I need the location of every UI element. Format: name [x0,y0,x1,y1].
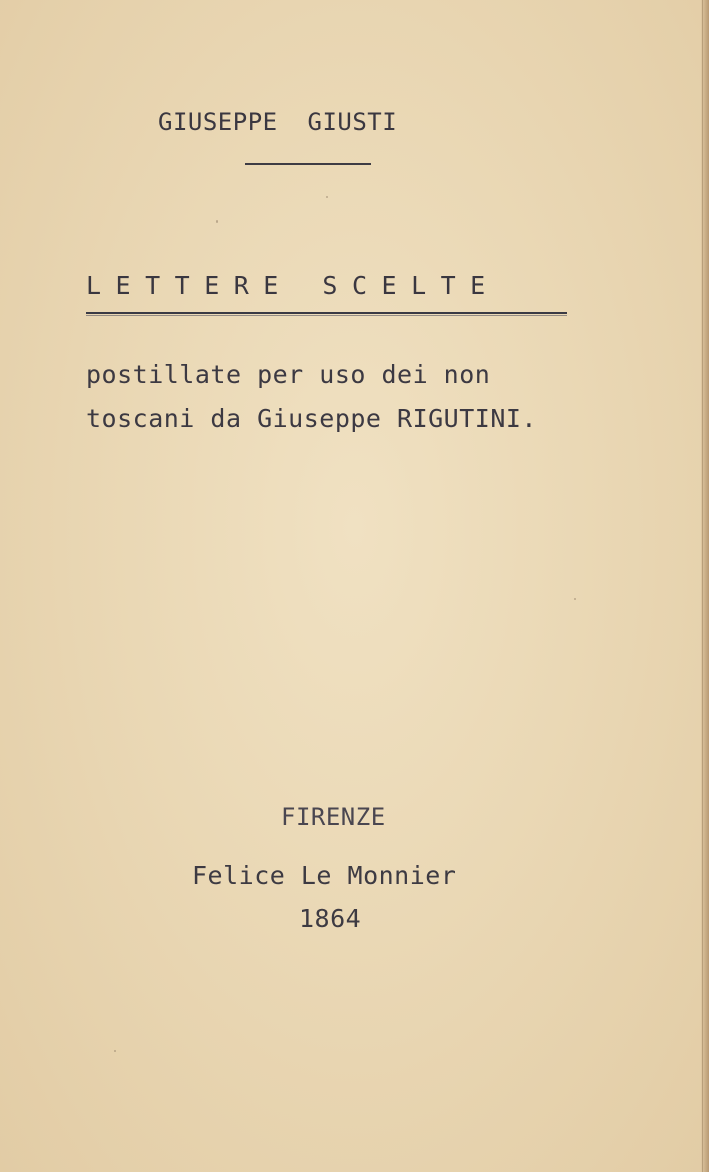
publisher-name: Felice Le Monnier [192,861,457,890]
paper-speck [114,1050,116,1052]
page-edge-line [702,0,703,1172]
title-underline [86,312,567,314]
subtitle-line-1: postillate per uso dei non [86,360,491,389]
title-underline-shadow [86,315,567,316]
paper-speck [574,598,576,600]
subtitle-line-2: toscani da Giuseppe RIGUTINI. [86,404,537,433]
book-title: LETTERE SCELTE [86,271,500,300]
publication-year: 1864 [299,904,362,933]
publication-city: FIRENZE [281,803,386,831]
author-underline [245,163,371,165]
author-name: GIUSEPPE GIUSTI [158,108,398,136]
paper-speck [326,196,328,198]
paper-speck [216,220,218,223]
